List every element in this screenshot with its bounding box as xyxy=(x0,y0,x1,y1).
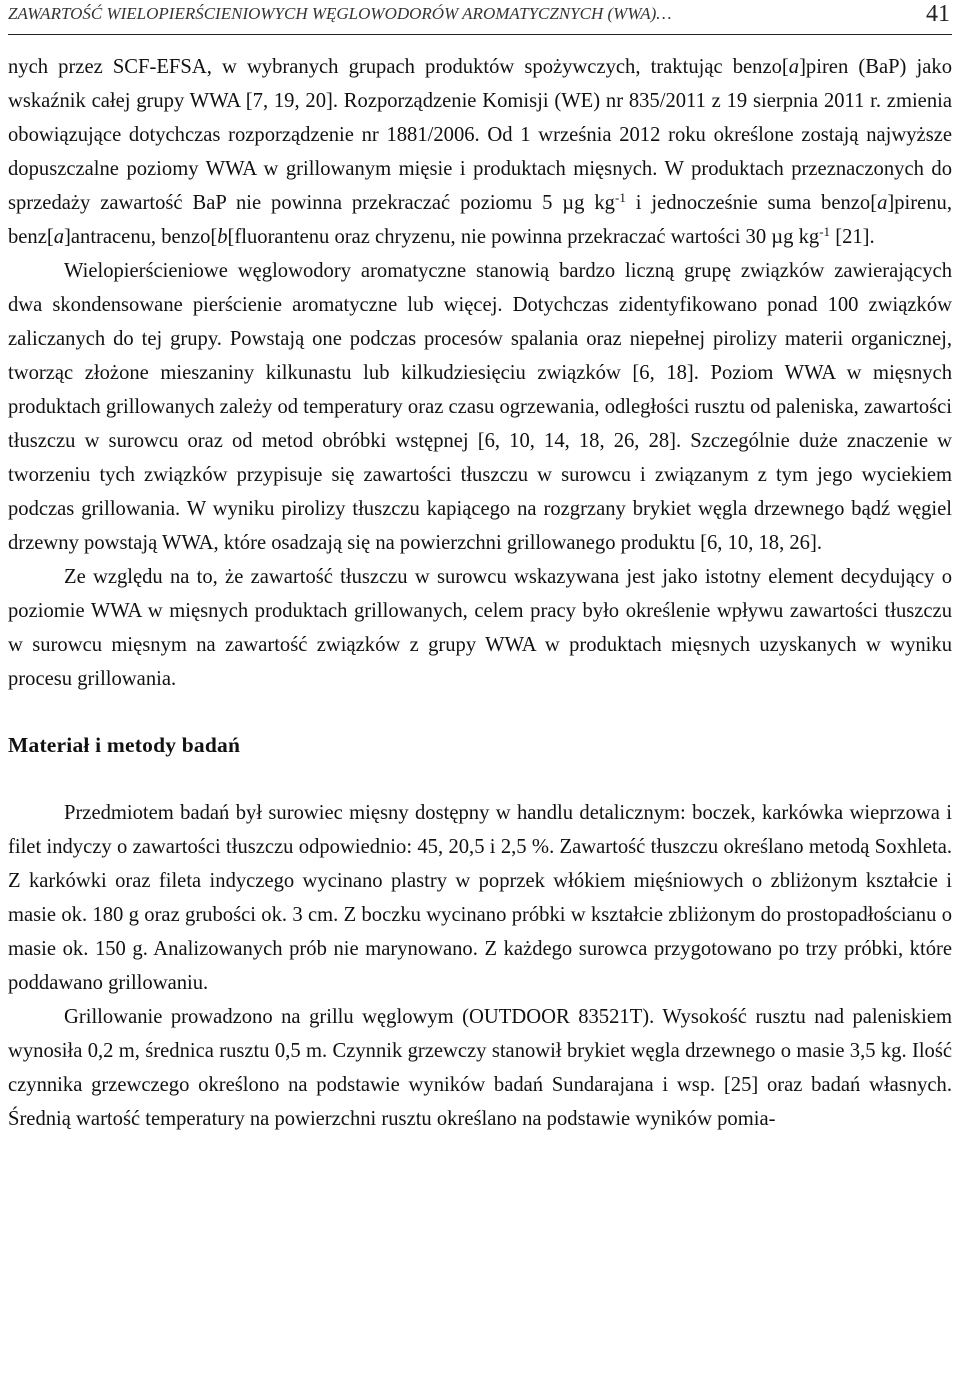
italic-run: a xyxy=(788,56,800,78)
paragraph-intro-continued xyxy=(8,50,952,254)
italic-run: b xyxy=(217,226,228,248)
italic-run: a xyxy=(53,226,65,248)
superscript: -1 xyxy=(614,190,626,205)
paragraph-study-aim: Ze względu na to, że zawartość tłuszczu w surowcu wskazywana jest jako istotny element decydujący o poziomie WWA w mięsnych produktach grillowanych, celem pracy było określenie wpływu zawartości tłuszczu w surowcu mięsnym na zawartość związków z grupy WWA w produktach mięsnych uzyskanych w wyniku procesu grillowania. xyxy=(8,566,952,690)
paragraph-materials: Przedmiotem badań był surowiec mięsny dostępny w handlu detalicznym: boczek, karkówka wieprzowa i filet indyczy o zawartości tłuszczu odpowiednio: 45, 20,5 i 2,5 %. Zawartość tłuszczu określano metodą Soxhleta. Z karkówki oraz fileta indyczego wycinano plastry w poprzek włókiem mięśniowych o zbliżonym kształcie i masie ok. 180 g oraz grubości ok. 3 cm. Z boczku wycinano próbki w kształcie zbliżonym do prostopadłościanu o masie ok. 150 g. Analizowanych prób nie marynowano. Z każdego surowca przygotowano po trzy próbki, które poddawano grillowaniu. xyxy=(8,802,952,994)
text-run: ]piren (BaP) jako wskaźnik całej grupy WWA [7, 19, 20]. Rozporządzenie Komisji (WE) nr 835/2011 z 19 sierpnia 2011 r. zmienia obowiązujące dotychczas rozporządzenie nr 1881/2006. Od 1 września 2012 roku określone zostają najwyższe dopuszczalne poziomy WWA w grillowanym mięsie i produktach mięsnych. W produktach przeznaczonych do sprzedaży zawartość BaP nie powinna przekraczać poziomu 5 µg kg xyxy=(8,56,952,214)
running-title: ZAWARTOŚĆ WIELOPIERŚCIENIOWYCH WĘGLOWODORÓW AROMATYCZNYCH (WWA)… xyxy=(8,4,672,23)
italic-run: a xyxy=(877,192,888,214)
section-heading: Materiał i metody badań xyxy=(8,733,241,757)
page-body xyxy=(8,50,952,1136)
text-run: [21]. xyxy=(830,226,875,248)
text-run: i jednocześnie suma benzo[ xyxy=(625,192,878,214)
page-number: 41 xyxy=(926,1,950,27)
text-run: nych przez SCF-EFSA, w wybranych grupach produktów spożywczych, traktując benzo[ xyxy=(8,56,789,78)
paragraph-pah-overview: Wielopierścieniowe węglowodory aromatyczne stanowią bardzo liczną grupę związków zawierających dwa skondensowane pierścienie aromatyczne lub więcej. Dotychczas zidentyfikowano ponad 100 związków zaliczanych do tej grupy. Powstają one podczas procesów spalania oraz niepełnej pirolizy materii organicznej, tworząc złożone mieszaniny kilkunastu lub kilkudziesięciu związków [6, 18]. Poziom WWA w mięsnych produktach grillowanych zależy od temperatury oraz czasu ogrzewania, odległości rusztu od paleniska, zawartości tłuszczu w surowcu oraz od metod obróbki wstępnej [6, 10, 14, 18, 26, 28]. Szczególnie duże znaczenie w tworzeniu tych związków przypisuje się zawartości tłuszczu w surowcu i związanym z tym jego wyciekiem podczas grillowania. W wyniku pirolizy tłuszczu kapiącego na rozgrzany brykiet węgla drzewnego bądź węgiel drzewny powstają WWA, które osadzają się na powierzchni grillowanego produktu [6, 10, 18, 26]. xyxy=(8,260,952,554)
superscript: -1 xyxy=(819,224,831,239)
paragraph-grilling: Grillowanie prowadzono na grillu węglowym (OUTDOOR 83521T). Wysokość rusztu nad paleniskiem wynosiła 0,2 m, średnica rusztu 0,5 m. Czynnik grzewczy stanowił brykiet węgla drzewnego o masie 3,5 kg. Ilość czynnika grzewczego określono na podstawie wyników badań Sundarajana i wsp. [25] oraz badań własnych. Średnią wartość temperatury na powierzchni rusztu określano na podstawie wyników pomia- xyxy=(8,1006,952,1130)
text-run: ]pirenu, benz[ xyxy=(8,192,952,248)
running-header xyxy=(8,0,952,35)
text-run: ]antracenu, benzo[ xyxy=(64,226,218,248)
text-run: [fluorantenu oraz chryzenu, nie powinna przekraczać wartości 30 µg kg xyxy=(227,226,820,248)
